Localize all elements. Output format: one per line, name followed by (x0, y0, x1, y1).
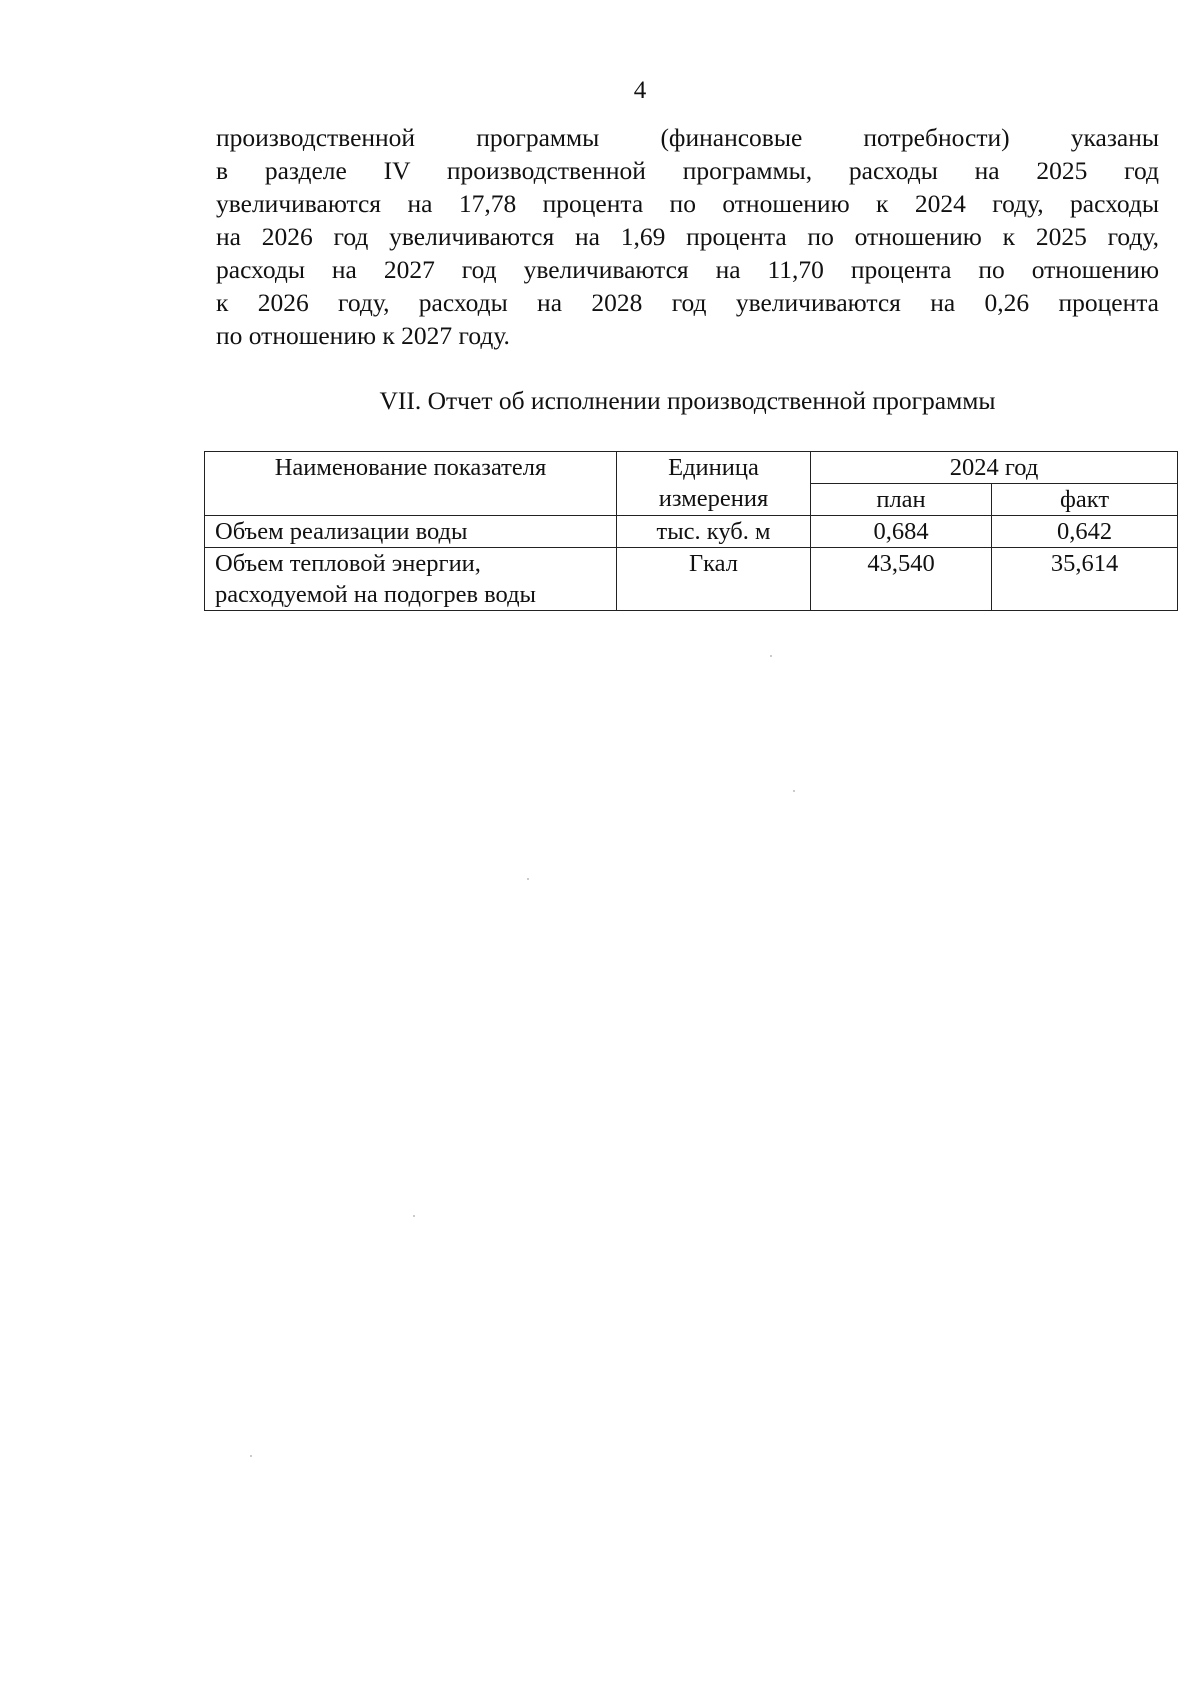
paragraph-line: увеличиваются на 17,78 процента по отношению к 2024 году, расходы (216, 189, 1159, 218)
report-table (204, 451, 1178, 611)
header-unit (617, 452, 811, 516)
page-number: 4 (633, 77, 647, 104)
row-indicator-line: расходуемой на подогрев воды (215, 581, 537, 608)
scan-speck (413, 1215, 415, 1217)
row-indicator (205, 516, 617, 548)
row-indicator (205, 548, 617, 611)
scan-speck (250, 1455, 252, 1457)
paragraph-line: расходы на 2027 год увеличиваются на 11,70 процента по отношению (216, 255, 1159, 284)
header-unit-line: измерения (658, 485, 769, 512)
row-unit: тыс. куб. м (617, 516, 811, 548)
row-indicator-line: Объем тепловой энергии, (215, 550, 481, 577)
row-fact: 35,614 (992, 548, 1178, 611)
scan-speck (770, 655, 772, 657)
row-fact: 0,642 (992, 516, 1178, 548)
row-plan: 43,540 (811, 548, 992, 611)
section-title: VII. Отчет об исполнении производственной программы (379, 386, 996, 415)
scan-speck (527, 878, 529, 880)
header-plan: план (811, 484, 992, 516)
paragraph-line: к 2026 году, расходы на 2028 год увеличиваются на 0,26 процента (216, 288, 1159, 317)
header-indicator-label: Наименование показателя (274, 454, 547, 481)
body-paragraph (216, 121, 1159, 352)
table-header-row (205, 452, 1178, 484)
paragraph-line: по отношению к 2027 году. (216, 321, 510, 350)
row-indicator-line: Объем реализации воды (215, 518, 468, 545)
row-unit: Гкал (617, 548, 811, 611)
scan-speck (793, 790, 795, 792)
table-row (205, 516, 1178, 548)
paragraph-line: на 2026 год увеличиваются на 1,69 процента по отношению к 2025 году, (216, 222, 1159, 251)
header-fact: факт (992, 484, 1178, 516)
header-unit-line: Единица (668, 454, 759, 481)
table-row (205, 548, 1178, 611)
header-indicator (205, 452, 617, 516)
header-year: 2024 год (811, 452, 1178, 484)
paragraph-line: производственной программы (финансовые потребности) указаны (216, 123, 1159, 152)
row-plan: 0,684 (811, 516, 992, 548)
paragraph-line: в разделе IV производственной программы, расходы на 2025 год (216, 156, 1159, 185)
